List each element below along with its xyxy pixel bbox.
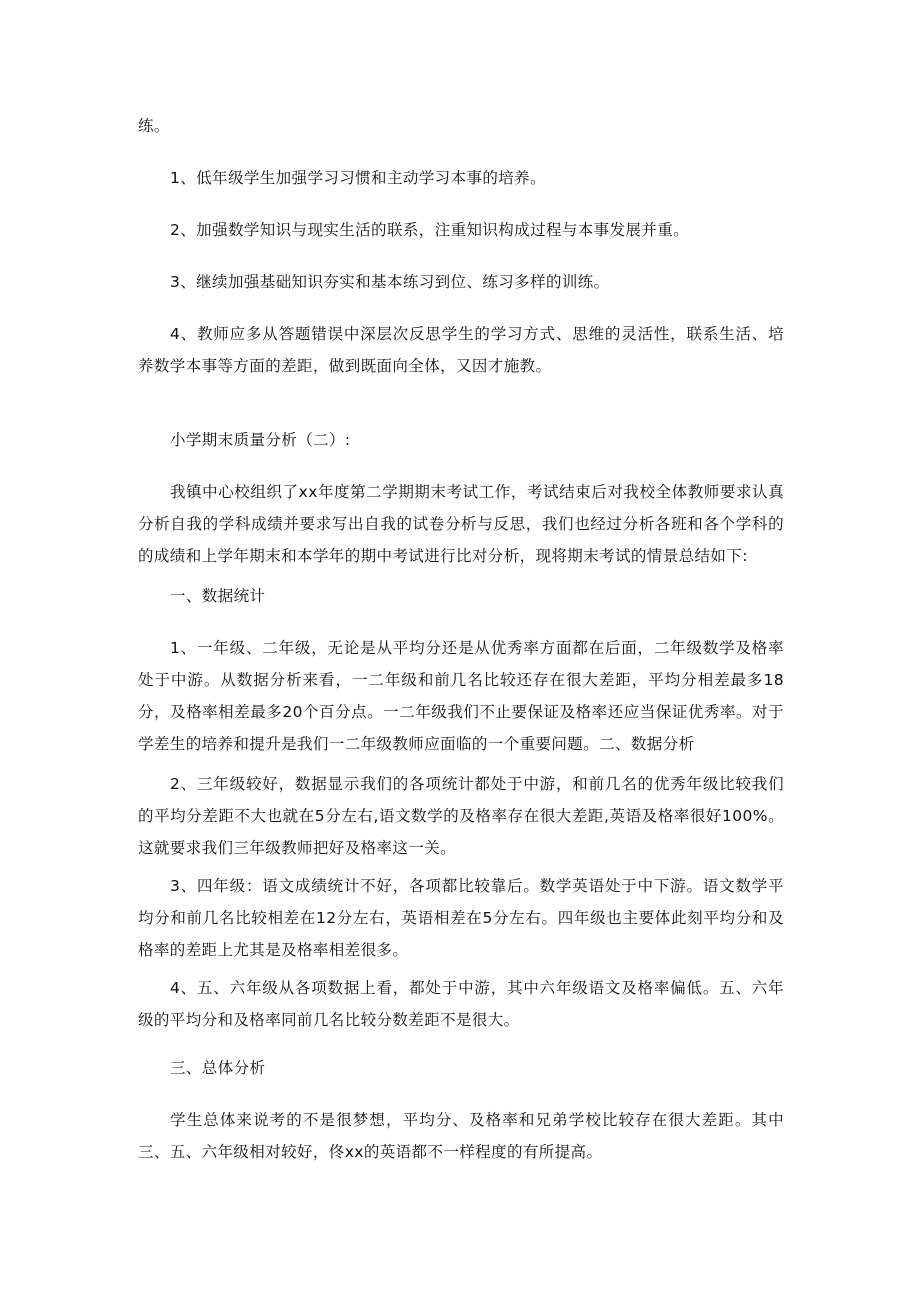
- summary-paragraph: 学生总体来说考的不是很梦想，平均分、及格率和兄弟学校比较存在很大差距。其中三、五、六年级相对较好，佟xx的英语都不一样程度的有所提高。: [138, 1111, 784, 1161]
- continuation-text: 练。: [138, 117, 170, 135]
- heading-overall-analysis: 三、总体分析: [170, 1059, 266, 1077]
- section-title: 小学期末质量分析（二）:: [170, 431, 351, 449]
- suggestion-1: 1、低年级学生加强学习习惯和主动学习本事的培养。: [170, 169, 546, 187]
- suggestion-3: 3、继续加强基础知识夯实和基本练习到位、练习多样的训练。: [170, 273, 610, 291]
- heading-data-statistics: 一、数据统计: [170, 587, 266, 605]
- stats-paragraph-1: 1、一年级、二年级，无论是从平均分还是从优秀率方面都在后面，二年级数学及格率处于中游。从数据分析来看，一二年级和前几名比较还存在很大差距，平均分相差最多18分，及格率相差最多20个百分点。一二年级我们不止要保证及格率还应当保证优秀率。对于学差生的培养和提升是我们一二年级教师应面临的一个重要问题。二、数据分析: [138, 639, 784, 753]
- suggestion-4: 4、教师应多从答题错误中深层次反思学生的学习方式、思维的灵活性，联系生活、培养数学本事等方面的差距，做到既面向全体，又因才施教。: [138, 325, 784, 375]
- stats-paragraph-4: 4、五、六年级从各项数据上看，都处于中游，其中六年级语文及格率偏低。五、六年级的平均分和及格率同前几名比较分数差距不是很大。: [138, 979, 784, 1029]
- stats-paragraph-3: 3、四年级：语文成绩统计不好，各项都比较靠后。数学英语处于中下游。语文数学平均分和前几名比较相差在12分左右，英语相差在5分左右。四年级也主要体此刻平均分和及格率的差距上尤其是及格率相差很多。: [138, 877, 784, 959]
- intro-paragraph: 我镇中心校组织了xx年度第二学期期末考试工作，考试结束后对我校全体教师要求认真分析自我的学科成绩并要求写出自我的试卷分析与反思，我们也经过分析各班和各个学科的的成绩和上学年期末和本学年的期中考试进行比对分析，现将期末考试的情景总结如下:: [138, 483, 784, 565]
- stats-paragraph-2: 2、三年级较好，数据显示我们的各项统计都处于中游，和前几名的优秀年级比较我们的平均分差距不大也就在5分左右,语文数学的及格率存在很大差距,英语及格率很好100%。这就要求我们三年级教师把好及格率这一关。: [138, 775, 784, 857]
- suggestion-2: 2、加强数学知识与现实生活的联系，注重知识构成过程与本事发展并重。: [170, 221, 690, 239]
